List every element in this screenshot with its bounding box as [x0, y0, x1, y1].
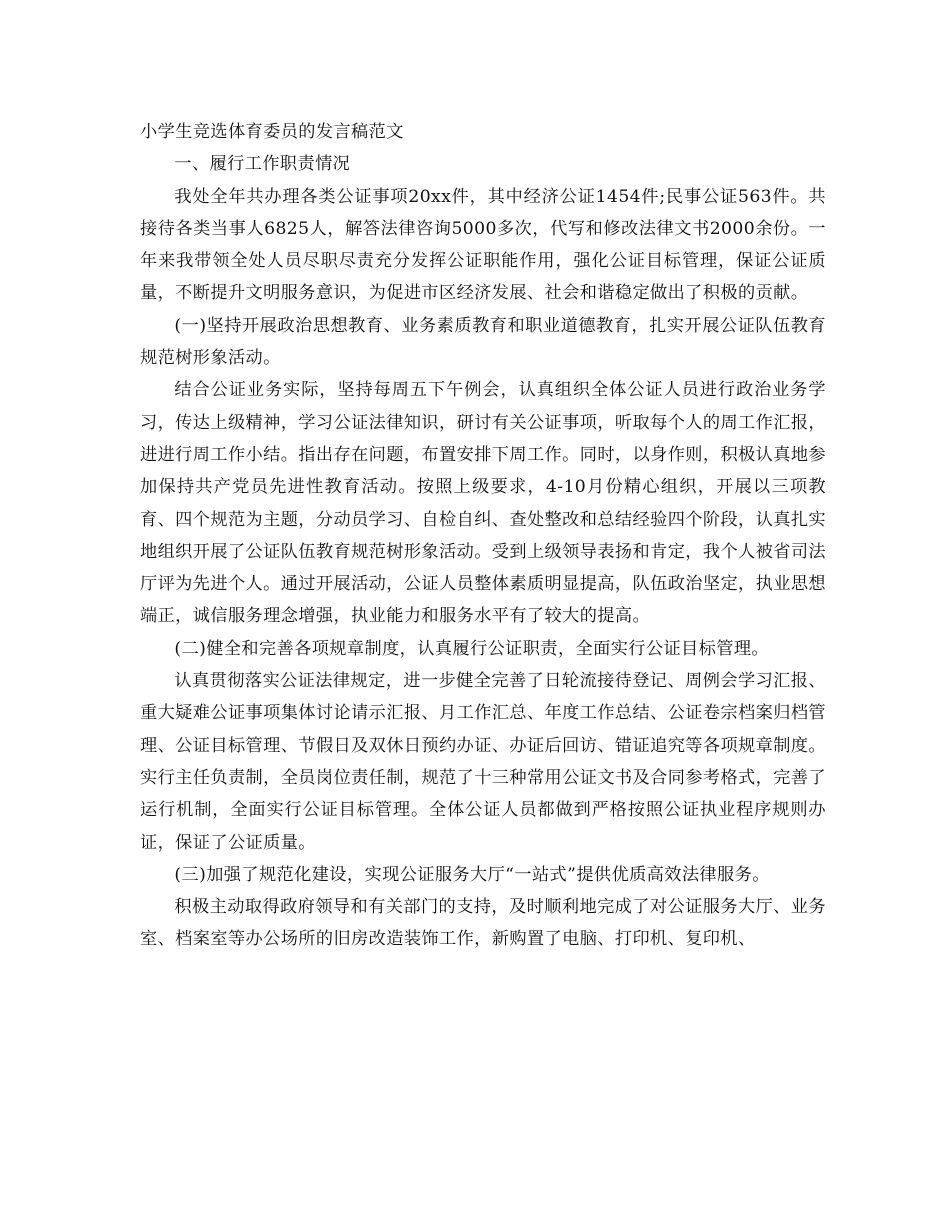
section-heading: 一、履行工作职责情况: [174, 154, 351, 175]
document-body: [140, 116, 826, 956]
document-title: 小学生竞选体育委员的发言稿范文: [140, 122, 404, 142]
subsection-heading: (一)坚持开展政治思想教育、业务素质教育和职业道德教育，扎实开展公证队伍教育规范树形象活动。: [140, 315, 826, 369]
subsection-heading: (三)加强了规范化建设，实现公证服务大厅“一站式”提供优质高效法律服务。: [174, 864, 770, 885]
subsection-heading: (二)健全和完善各项规章制度，认真履行公证职责，全面实行公证目标管理。: [174, 638, 769, 659]
body-paragraph: 我处全年共办理各类公证事项20xx件，其中经济公证1454件;民事公证563件。共接待各类当事人6825人，解答法律咨询5000多次，代写和修改法律文书2000余份。一年来我带领全处人员尽职尽责充分发挥公证职能作用，强化公证目标管理，保证公证质量，不断提升文明服务意识，为促进市区经济发展、社会和谐稳定做出了积极的贡献。: [140, 186, 826, 304]
body-paragraph: 结合公证业务实际，坚持每周五下午例会，认真组织全体公证人员进行政治业务学习，传达上级精神，学习公证法律知识，研讨有关公证事项，听取每个人的周工作汇报，进进行周工作小结。指出存在问题，布置安排下周工作。同时，以身作则，积极认真地参加保持共产党员先进性教育活动。按照上级要求，4-10月份精心组织，开展以三项教育、四个规范为主题，分动员学习、自检自纠、查处整改和总结经验四个阶段，认真扎实地组织开展了公证队伍教育规范树形象活动。受到上级领导表扬和肯定，我个人被省司法厅评为先进个人。通过开展活动，公证人员整体素质明显提高，队伍政治坚定，执业思想端正，诚信服务理念增强，执业能力和服务水平有了较大的提高。: [140, 380, 826, 627]
body-paragraph: 积极主动取得政府领导和有关部门的支持，及时顺利地完成了对公证服务大厅、业务室、档案室等办公场所的旧房改造装饰工作，新购置了电脑、打印机、复印机、: [140, 897, 826, 950]
body-paragraph: 认真贯彻落实公证法律规定，进一步健全完善了日轮流接待登记、周例会学习汇报、重大疑难公证事项集体讨论请示汇报、月工作汇总、年度工作总结、公证卷宗档案归档管理、公证目标管理、节假日及双休日预约办证、办证后回访、错证追究等各项规章制度。实行主任负责制，全员岗位责任制，规范了十三种常用公证文书及合同参考格式，完善了运行机制，全面实行公证目标管理。全体公证人员都做到严格按照公证执业程序规则办证，保证了公证质量。: [140, 671, 826, 853]
